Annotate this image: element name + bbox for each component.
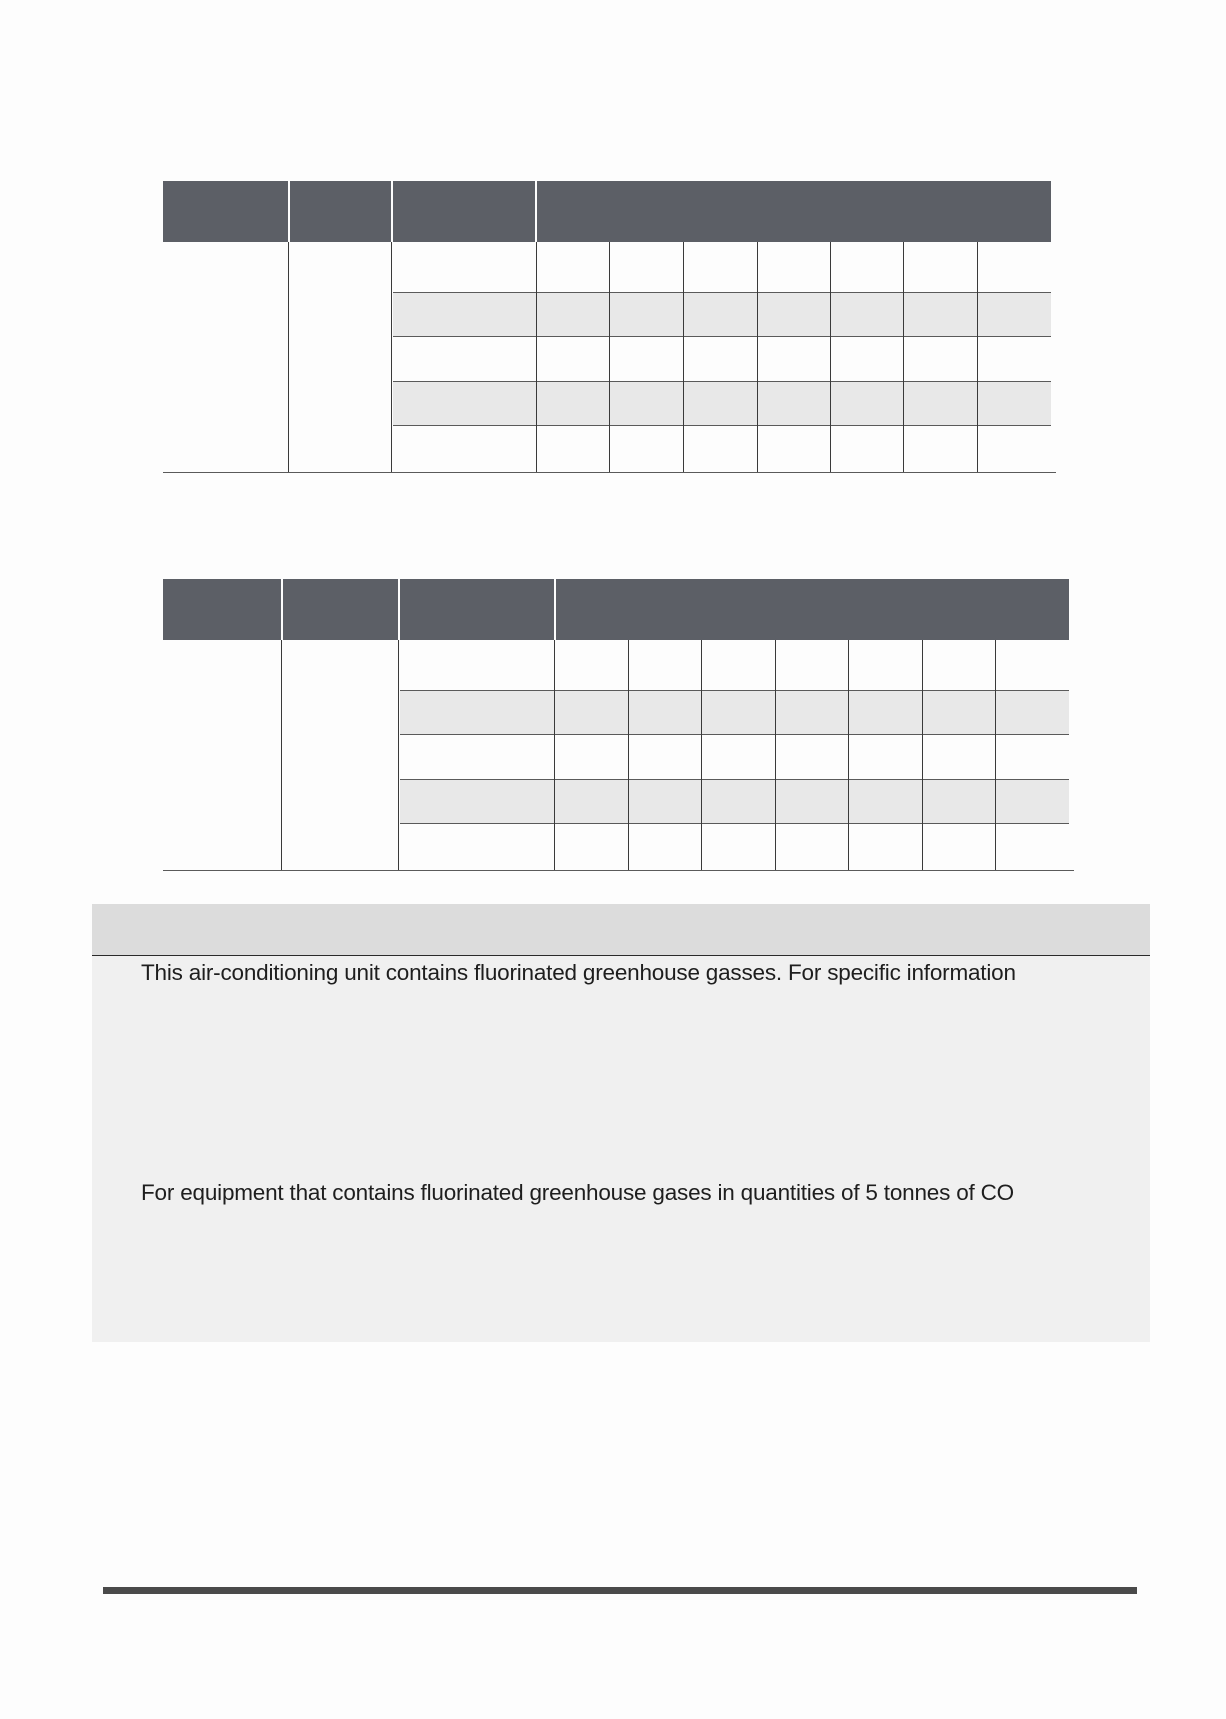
table-row bbox=[393, 381, 1051, 425]
table-row bbox=[400, 779, 1069, 823]
table-header-cell bbox=[163, 181, 288, 242]
table-header-cell bbox=[393, 181, 535, 242]
table-header-cell bbox=[537, 181, 1051, 242]
notice-paragraph-fgas: This air-conditioning unit contains fluorinated greenhouse gasses. For specific information bbox=[141, 960, 1016, 985]
table-header-cell bbox=[290, 181, 391, 242]
spec-table-2 bbox=[163, 579, 1074, 871]
footer-divider bbox=[103, 1587, 1137, 1594]
table-header-cell bbox=[163, 579, 281, 640]
table-header-cell bbox=[400, 579, 554, 640]
notice-body bbox=[92, 956, 1150, 1342]
table-row bbox=[393, 292, 1051, 336]
spec-table-1 bbox=[163, 181, 1056, 473]
table-row bbox=[400, 690, 1069, 734]
notice-header bbox=[92, 904, 1150, 956]
table-header-cell bbox=[283, 579, 398, 640]
table-header-cell bbox=[556, 579, 1069, 640]
notice-paragraph-co2: For equipment that contains fluorinated greenhouse gases in quantities of 5 tonnes of CO bbox=[141, 1180, 1014, 1205]
